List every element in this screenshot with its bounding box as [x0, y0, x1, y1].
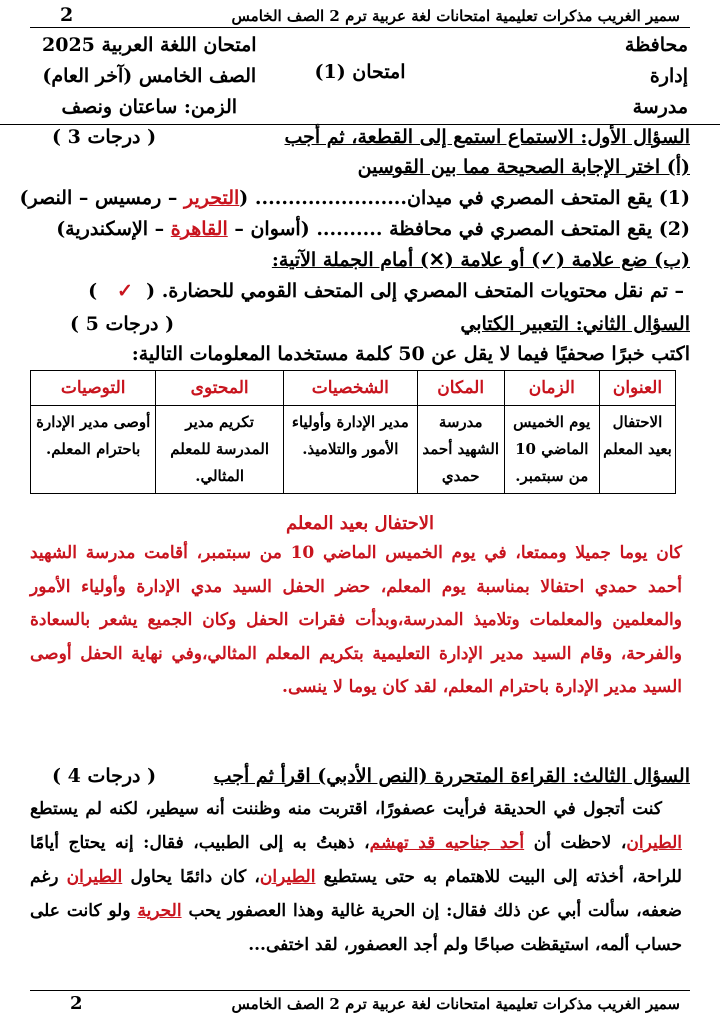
q1-marks: ( 3 درجات ) — [52, 126, 157, 148]
passage-text: ولو كانت على حساب ألمه، استيقظت صباحًا ولم أجد العصفور، لقد اختفى... — [30, 901, 682, 955]
cell-characters: مدير الإدارة وأولياء الأمور والتلاميذ. — [283, 406, 417, 494]
footer-page-number: 2 — [70, 993, 83, 1014]
header-rule — [30, 27, 690, 28]
exam-title: امتحان اللغة العربية 2025 — [42, 34, 257, 56]
cell-place: مدرسة الشهيد أحمد حمدي — [417, 406, 504, 494]
header-time: الزمان — [504, 371, 599, 406]
footer-rule — [30, 990, 690, 991]
check-mark-icon: ✓ — [116, 280, 133, 302]
q2-instruction: اكتب خبرًا صحفيًا فيما لا يقل عن 50 كلمة مستخدما المعلومات التالية: — [131, 343, 690, 365]
header-content: المحتوى — [156, 371, 284, 406]
q1-title: السؤال الأول: الاستماع استمع إلى القطعة، ثم أجب — [284, 126, 690, 148]
page-footer — [0, 993, 720, 1015]
q1-item-1-answer: التحرير — [183, 187, 240, 209]
answer-title: الاحتفال بعيد المعلم — [285, 513, 435, 534]
info-rule — [0, 124, 720, 125]
cell-recommendations: أوصى مدير الإدارة باحترام المعلم. — [31, 406, 156, 494]
info-table-row — [31, 406, 676, 494]
highlighted-word: الطيران — [259, 867, 316, 887]
info-table — [30, 370, 676, 494]
highlighted-word: أحد جناحيه قد تهشم — [369, 833, 525, 853]
highlighted-word: الطيران — [66, 867, 123, 887]
info-table-header-row — [31, 371, 676, 406]
page-header — [0, 4, 720, 26]
passage-text: كنت أتجول في الحديقة فرأيت عصفورًا، اقتربت منه وظننت أنه سيطير، لكنه لم يستطع — [30, 799, 662, 819]
answer-paragraph: كان يوما جميلا وممتعا، في يوم الخميس الماضي 10 من سبتمبر، أقامت مدرسة الشهيد أحمد حمدي احتفالا بمناسبة يوم المعلم، حضر الحفل السيد مدي الإدارة وأولياء الأمور والمعلمين والمعلمات وتلاميذ المدرسة،وبدأت فقرات الحفل وكان الجميع يشعر بالسعادة والفرحة، وقام السيد مدير الإدارة التعليمية بتكريم المعلم المثالي،وفي نهاية الحفل أوصى السيد مدير الإدارة باحترام المعلم، لقد كان يوما لا ينسى. — [30, 543, 683, 697]
q1-item-1: (1) يقع المتحف المصري في ميدان....................... (التحرير – رمسيس – النصر) — [19, 187, 690, 209]
q2-title: السؤال الثاني: التعبير الكتابي — [460, 313, 690, 335]
highlighted-word: الطيران — [626, 833, 682, 853]
header-recommendations: التوصيات — [31, 371, 156, 406]
exam-number: امتحان (1) — [314, 61, 406, 83]
q2-marks: ( 5 درجات ) — [70, 313, 175, 335]
cell-title: الاحتفال بعيد المعلم — [599, 406, 675, 494]
passage-text: ، لاحظت أن — [524, 833, 627, 853]
school-label: مدرسة — [632, 96, 688, 118]
header-page-number: 2 — [60, 4, 74, 26]
q1-item-2: (2) يقع المتحف المصري في محافظة .......... (أسوان – القاهرة – الإسكندرية) — [56, 218, 690, 240]
passage-text: ، ذهبتُ به إلى الطبيب، فقال: إنه يحتاج أيامًا للراحة، أخذته إلى البيت للاهتمام به حتى يستطيع — [30, 833, 682, 887]
header-title: العنوان — [599, 371, 675, 406]
highlighted-word: الحرية — [137, 901, 182, 921]
passage-text: ، كان دائمًا يحاول — [122, 867, 260, 887]
header-text: سمير الغريب مذكرات تعليمية امتحانات لغة عربية ترم 2 الصف الخامس — [231, 7, 680, 25]
passage-text: رغم ضعفه، سألت أبي عن ذلك فقال: إن الحرية غالية وهذا العصفور يحب — [30, 867, 682, 921]
header-place: المكان — [417, 371, 504, 406]
cell-content: تكريم مدير المدرسة للمعلم المثالي. — [156, 406, 284, 494]
q1-statement: – تم نقل محتويات المتحف المصري إلى المتحف القومي للحضارة. ( ✓ ) — [88, 280, 684, 302]
governorate-label: محافظة — [624, 34, 688, 56]
administration-label: إدارة — [649, 65, 688, 87]
header-characters: الشخصيات — [283, 371, 417, 406]
q1-item-2-answer: القاهرة — [170, 218, 228, 240]
footer-text: سمير الغريب مذكرات تعليمية امتحانات لغة عربية ترم 2 الصف الخامس — [231, 995, 680, 1013]
q3-marks: ( 4 درجات ) — [52, 765, 157, 787]
q3-title: السؤال الثالث: القراءة المتحررة (النص الأدبي) اقرأ ثم أجب — [213, 765, 690, 787]
cell-time: يوم الخميس الماضي 10 من سبتمبر. — [504, 406, 599, 494]
time-label: الزمن: ساعتان ونصف — [61, 96, 238, 118]
q1-part-b: (ب) ضع علامة (✓) أو علامة (✕) أمام الجملة الآتية: — [271, 249, 690, 271]
q1-part-a: (أ) اختر الإجابة الصحيحة مما بين القوسين — [357, 156, 690, 178]
q3-passage — [30, 792, 682, 962]
grade-label: الصف الخامس (آخر العام) — [42, 65, 257, 87]
exam-info-left — [42, 30, 257, 123]
